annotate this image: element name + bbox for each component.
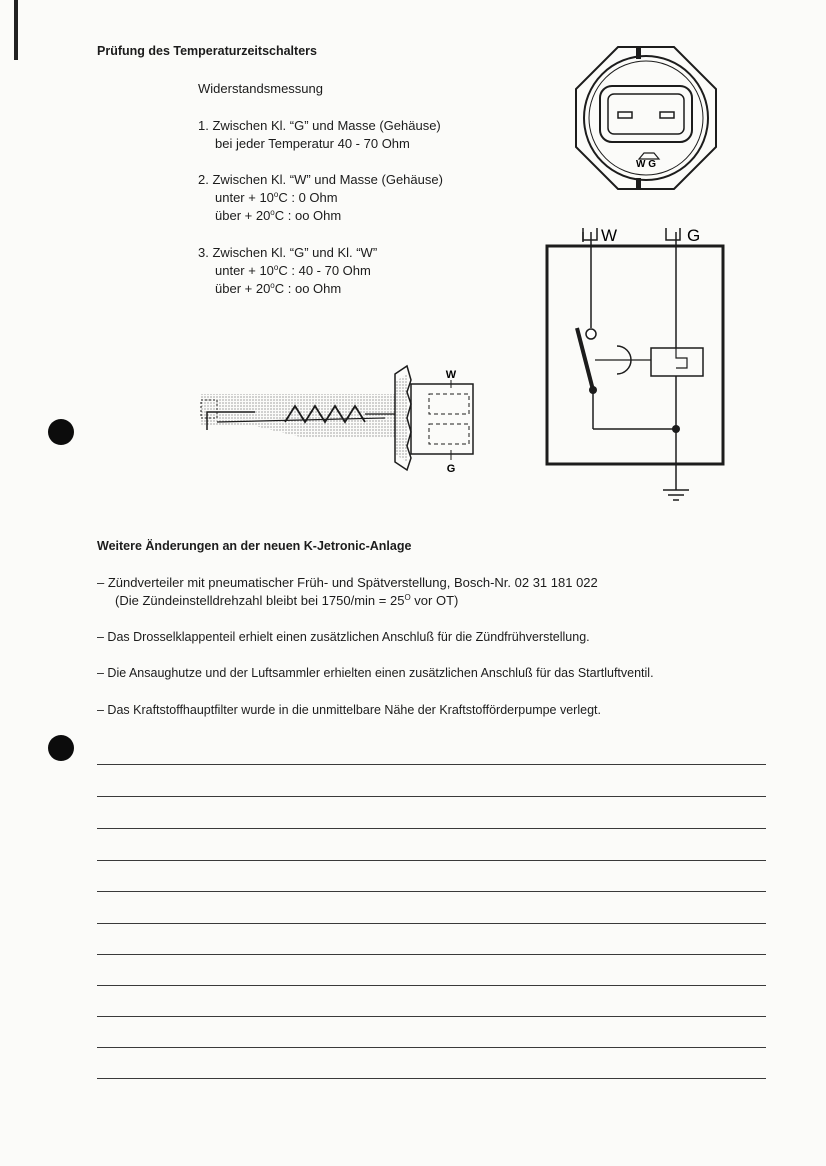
note-line xyxy=(97,891,766,892)
item-2-condition-2 xyxy=(198,207,443,225)
heater-element xyxy=(676,348,687,368)
cond-text: unter + 10 xyxy=(215,190,274,205)
change-item-2: – Das Drosselklappenteil erhielt einen zusätzlichen Anschluß für die Zündfrühverstellung. xyxy=(97,630,590,644)
connector-label: W G xyxy=(636,159,656,170)
note-line xyxy=(97,923,766,924)
note-line xyxy=(97,1016,766,1017)
note-line xyxy=(97,1078,766,1079)
change-item-3: – Die Ansaughutze und der Luftsammler erhielten einen zusätzlichen Anschluß für das Startluftventil. xyxy=(97,666,654,680)
plug-cavity xyxy=(608,94,684,134)
key-notch-top xyxy=(636,47,641,59)
open-contact xyxy=(586,329,596,339)
circuit-schematic xyxy=(535,218,735,508)
degree-mark: o xyxy=(270,208,275,217)
connector-ring-inner xyxy=(589,61,703,175)
switch-housing-box xyxy=(547,246,723,464)
cond-text: über + 20 xyxy=(215,208,271,223)
change-item-1 xyxy=(97,574,598,610)
terminal-w-symbol xyxy=(583,228,597,240)
switch-side-view xyxy=(195,360,485,485)
change-text: vor OT) xyxy=(410,593,459,608)
item-3-condition-2 xyxy=(198,280,377,298)
terminal-g-label: G xyxy=(687,226,701,245)
connector-diagram xyxy=(566,44,726,204)
pin-g-side xyxy=(429,424,469,444)
change-text: (Die Zündeinstelldrehzahl bleibt bei 1750/min = 25 xyxy=(115,593,405,608)
cond-text: C : 40 - 70 Ohm xyxy=(278,263,371,278)
note-line xyxy=(97,985,766,986)
change-item-1-line-1: – Zündverteiler mit pneumatischer Früh- und Spätverstellung, Bosch-Nr. 02 31 181 022 xyxy=(97,575,598,590)
measurement-item-2 xyxy=(198,171,443,225)
note-line xyxy=(97,954,766,955)
note-line xyxy=(97,764,766,765)
note-line xyxy=(97,1047,766,1048)
punch-hole-bottom xyxy=(48,735,74,761)
item-3-line-1: 3. Zwischen Kl. “G” und Kl. “W” xyxy=(198,245,378,260)
measurement-subheading: Widerstandsmessung xyxy=(198,81,323,96)
item-2-condition-1 xyxy=(198,189,443,207)
cond-text: unter + 10 xyxy=(215,263,274,278)
section-heading-test: Prüfung des Temperaturzeitschalters xyxy=(97,44,317,58)
heater-resistor xyxy=(651,348,703,376)
degree-mark: O xyxy=(404,593,411,602)
terminal-g-symbol xyxy=(666,228,680,240)
side-label-w: W xyxy=(445,369,457,381)
degree-mark: o xyxy=(273,190,279,199)
side-label-g: G xyxy=(446,463,456,475)
note-line xyxy=(97,860,766,861)
item-1-line-2: bei jeder Temperatur 40 - 70 Ohm xyxy=(215,136,410,151)
degree-mark: o xyxy=(273,263,279,272)
section-heading-changes: Weitere Änderungen an der neuen K-Jetronic-Anlage xyxy=(97,539,412,553)
change-item-1-line-2 xyxy=(97,592,598,610)
item-2-line-1: 2. Zwischen Kl. “W” und Masse (Gehäuse) xyxy=(198,172,443,187)
pin-g xyxy=(660,112,674,118)
measurement-item-3 xyxy=(198,244,377,298)
cond-text: über + 20 xyxy=(215,281,271,296)
key-notch-bottom xyxy=(636,178,641,190)
note-line xyxy=(97,796,766,797)
cond-text: C : oo Ohm xyxy=(274,208,342,223)
cond-text: C : oo Ohm xyxy=(274,281,342,296)
measurement-item-1 xyxy=(198,117,441,153)
terminal-w-label: W xyxy=(601,226,618,245)
pin-w xyxy=(618,112,632,118)
pin-w-side xyxy=(429,394,469,414)
change-item-4: – Das Kraftstoffhauptfilter wurde in die unmittelbare Nähe der Kraftstofförderpumpe verlegt. xyxy=(97,703,601,717)
item-3-condition-1 xyxy=(198,262,377,280)
cond-text: C : 0 Ohm xyxy=(278,190,338,205)
note-line xyxy=(97,828,766,829)
punch-hole-top xyxy=(48,419,74,445)
degree-mark: o xyxy=(270,281,275,290)
item-1-line-1: 1. Zwischen Kl. “G” und Masse (Gehäuse) xyxy=(198,118,441,133)
page-edge-mark xyxy=(14,0,18,60)
